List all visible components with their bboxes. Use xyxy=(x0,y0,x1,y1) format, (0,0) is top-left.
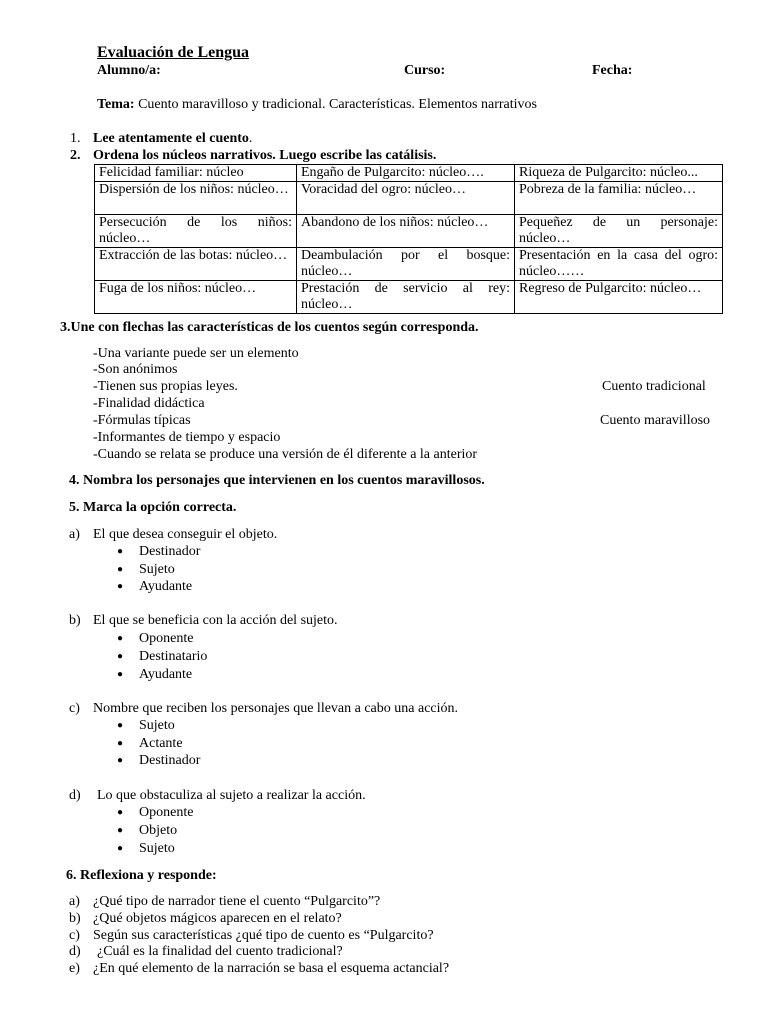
q5-title: 5. Marca la opción correcta. xyxy=(69,500,237,515)
q5-letter: c) xyxy=(69,701,80,716)
tema-line xyxy=(97,97,537,113)
curso-label: Curso: xyxy=(404,63,446,78)
q6-title: 6. Reflexiona y responde: xyxy=(66,868,217,883)
table-cell: Felicidad familiar: núcleo xyxy=(95,165,297,182)
q5-option: Sujeto xyxy=(139,841,175,856)
table-row xyxy=(95,215,723,248)
table-cell: Fuga de los niños: núcleo… xyxy=(95,281,297,314)
q6-letter: c) xyxy=(69,928,80,943)
q4-title: 4. Nombra los personajes que intervienen en los cuentos maravillosos. xyxy=(69,473,485,488)
q2-number: 2. xyxy=(70,148,81,163)
q1-number: 1. xyxy=(70,131,81,146)
q5-option: Ayudante xyxy=(139,579,193,594)
q1-line xyxy=(93,131,252,147)
q3-target-tradicional: Cuento tradicional xyxy=(602,379,706,394)
bullet-icon: ● xyxy=(117,720,124,731)
nucleos-table xyxy=(94,164,723,314)
q5-option: Ayudante xyxy=(139,667,193,682)
q6-question: ¿Cuál es la finalidad del cuento tradicional? xyxy=(97,944,343,959)
tema-label: Tema: xyxy=(97,97,135,112)
table-row xyxy=(95,248,723,281)
q5-question: Lo que obstaculiza al sujeto a realizar la acción. xyxy=(97,788,366,803)
table-row xyxy=(95,165,723,182)
tema-text: Cuento maravilloso y tradicional. Características. Elementos narrativos xyxy=(138,97,537,112)
q6-question: ¿Qué tipo de narrador tiene el cuento “Pulgarcito”? xyxy=(93,894,381,909)
table-cell: Engaño de Pulgarcito: núcleo…. xyxy=(297,165,515,182)
bullet-icon: ● xyxy=(117,633,124,644)
q3-title: 3.Une con flechas las características de los cuentos según corresponda. xyxy=(60,320,479,335)
q2-text: Ordena los núcleos narrativos. Luego escribe las catálisis. xyxy=(93,148,437,163)
alumno-label: Alumno/a: xyxy=(97,63,161,78)
q5-option: Sujeto xyxy=(139,718,175,733)
table-cell: Voracidad del ogro: núcleo… xyxy=(297,182,515,215)
bullet-icon: ● xyxy=(117,546,124,557)
page-title: Evaluación de Lengua xyxy=(97,44,250,61)
q5-letter: a) xyxy=(69,527,80,542)
table-cell: Presentación en la casa del ogro: núcleo…… xyxy=(515,248,723,281)
table-cell: Pobreza de la familia: núcleo… xyxy=(515,182,723,215)
q5-letter: d) xyxy=(69,788,81,803)
table-cell: Prestación de servicio al rey: núcleo… xyxy=(297,281,515,314)
table-row xyxy=(95,281,723,314)
fecha-label: Fecha: xyxy=(592,63,633,78)
q3-item: -Tienen sus propias leyes. xyxy=(93,379,238,394)
q3-item: -Una variante puede ser un elemento xyxy=(93,346,299,361)
q3-item: -Fórmulas típicas xyxy=(93,413,191,428)
q6-letter: e) xyxy=(69,961,80,976)
q6-letter: d) xyxy=(69,944,81,959)
bullet-icon: ● xyxy=(117,825,124,836)
bullet-icon: ● xyxy=(117,669,124,680)
q5-question: Nombre que reciben los personajes que llevan a cabo una acción. xyxy=(93,701,459,716)
q5-question: El que se beneficia con la acción del sujeto. xyxy=(93,613,338,628)
q6-letter: b) xyxy=(69,911,81,926)
q1-text: Lee atentamente el cuento xyxy=(93,131,249,146)
q5-option: Actante xyxy=(139,736,183,751)
table-row xyxy=(95,182,723,215)
q5-option: Objeto xyxy=(139,823,178,838)
q5-option: Destinador xyxy=(139,544,201,559)
q3-item: -Son anónimos xyxy=(93,362,178,377)
bullet-icon: ● xyxy=(117,581,124,592)
table-cell: Pequeñez de un personaje: núcleo… xyxy=(515,215,723,248)
q5-option: Destinatario xyxy=(139,649,208,664)
table-cell: Persecución de los niños: núcleo… xyxy=(95,215,297,248)
table-cell: Regreso de Pulgarcito: núcleo… xyxy=(515,281,723,314)
q3-target-maravilloso: Cuento maravilloso xyxy=(600,413,711,428)
table-cell: Abandono de los niños: núcleo… xyxy=(297,215,515,248)
q5-option: Oponente xyxy=(139,631,194,646)
q5-letter: b) xyxy=(69,613,81,628)
table-cell: Dispersión de los niños: núcleo… xyxy=(95,182,297,215)
table-cell: Deambulación por el bosque: núcleo… xyxy=(297,248,515,281)
q6-question: Según sus características ¿qué tipo de cuento es “Pulgarcito? xyxy=(93,928,434,943)
bullet-icon: ● xyxy=(117,738,124,749)
table-cell: Extracción de las botas: núcleo… xyxy=(95,248,297,281)
q3-item: -Informantes de tiempo y espacio xyxy=(93,430,281,445)
q1-tail: . xyxy=(248,131,253,146)
q5-option: Sujeto xyxy=(139,562,175,577)
q6-letter: a) xyxy=(69,894,80,909)
bullet-icon: ● xyxy=(117,651,124,662)
q3-item: -Finalidad didáctica xyxy=(93,396,205,411)
q6-question: ¿En qué elemento de la narración se basa el esquema actancial? xyxy=(93,961,450,976)
bullet-icon: ● xyxy=(117,755,124,766)
q6-question: ¿Qué objetos mágicos aparecen en el relato? xyxy=(93,911,342,926)
q5-option: Oponente xyxy=(139,805,194,820)
bullet-icon: ● xyxy=(117,807,124,818)
bullet-icon: ● xyxy=(117,843,124,854)
q5-question: El que desea conseguir el objeto. xyxy=(93,527,278,542)
bullet-icon: ● xyxy=(117,564,124,575)
table-cell: Riqueza de Pulgarcito: núcleo... xyxy=(515,165,723,182)
q3-item: -Cuando se relata se produce una versión de él diferente a la anterior xyxy=(93,447,478,462)
q5-option: Destinador xyxy=(139,753,201,768)
